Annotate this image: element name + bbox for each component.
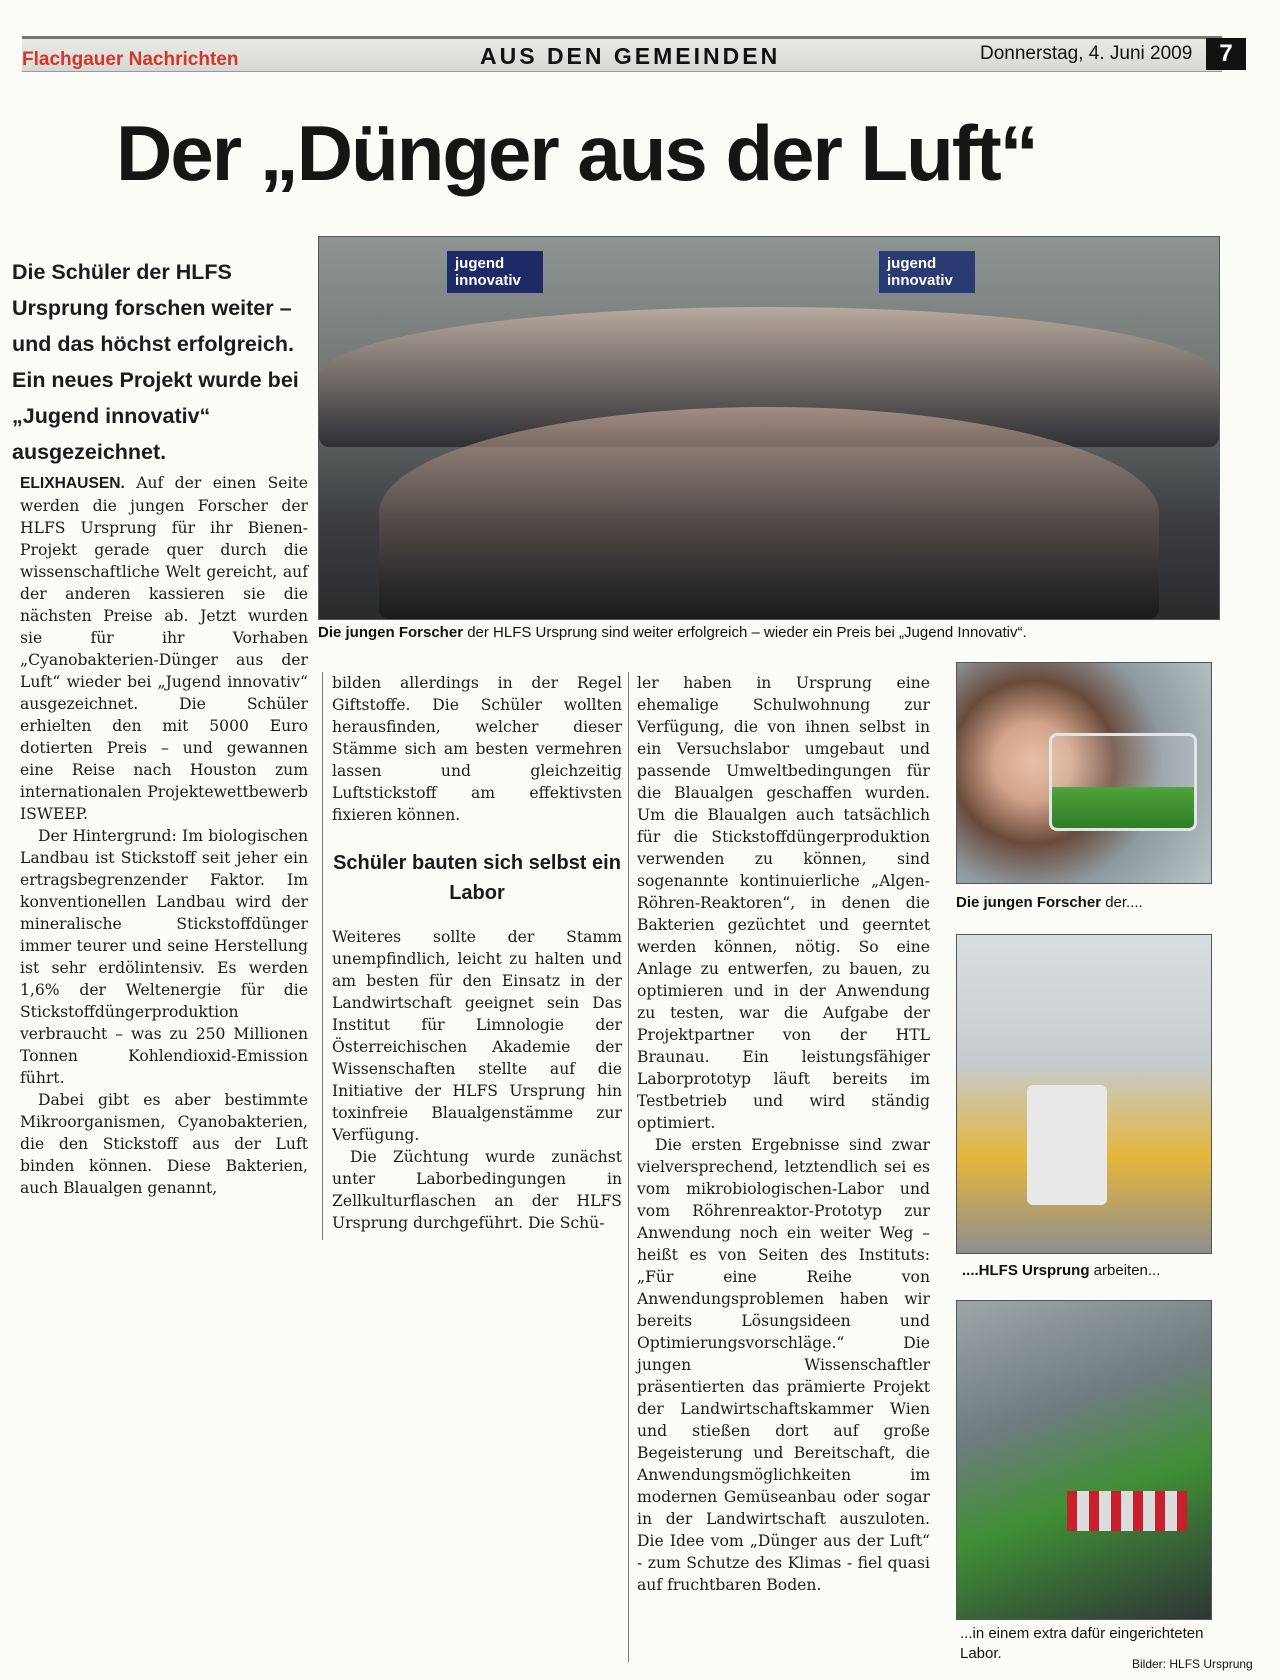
page-number: 7 (1206, 38, 1246, 70)
jugend-innovativ-banner-right: jugend innovativ (879, 251, 975, 293)
article-paragraph: Die ersten Ergebnisse sind zwar vielversprechend, letztendlich sei es vom mikrobiologischen-Labor und vom Röhrenreaktor-Prototyp zur Anwendung noch ein weiter Weg – heißt es von Seiten des Instituts: „Für eine Reihe von Anwendungsproblemen haben wir bereits Lösungsideen und Optimierungsvorschläge.“ Die jungen Wissenschaftler präsentierten das prämierte Projekt der Landwirtschaftskammer Wien und stießen dort auf große Begeisterung und Bereitschaft, die Anwendungsmöglichkeiten im modernen Gemüseanbau oder sogar in der Landwirtschaft auszuloten. Die Idee vom „Dünger aus der Luft“ - zum Schutze des Klimas - fiel quasi auf fruchtbaren Boden. (637, 1136, 930, 1594)
article-paragraph: Der Hintergrund: Im biologischen Landbau ist Stickstoff seit jeher ein ertragsbegrenzender Faktor. Im konventionellen Landbau wird der mineralische Stickstoffdünger immer teurer und seine Herstellung ist sehr erdölintensiv. Es werden 1,6% der Weltenergie für die Stickstoffdüngerproduktion verbraucht – was zu 250 Millionen Tonnen Kohlendioxid-Emission führt. (20, 827, 308, 1087)
article-column-3 (637, 672, 930, 1596)
people-front-row (379, 407, 1159, 619)
column-rule (628, 672, 629, 1662)
masthead (22, 36, 1233, 72)
article-paragraph: bilden allerdings in der Regel Giftstoffe. Die Schüler wollten herausfinden, welcher dieser Stämme sich am besten vermehren lassen und gleichzeitig Luftstickstoff am effektivsten fixieren können. (332, 674, 622, 824)
section-title: AUS DEN GEMEINDEN (480, 43, 781, 69)
microscope (1027, 1085, 1107, 1205)
main-photo-caption: Die jungen Forscher der HLFS Ursprung sind weiter erfolgreich – wieder ein Preis bei „Jugend Innovativ“. (318, 624, 1027, 641)
article-paragraph: ELIXHAUSEN. Auf der einen Seite werden die jungen Forscher der HLFS Ursprung für ihr Bienen-Projekt gerade quer durch die wissenschaftliche Welt gereicht, auf der anderen kassieren sie die nächsten Preise ab. Jetzt wurden sie für ihr Vorhaben „Cyanobakterien-Dünger aus der Luft“ wieder bei „Jugend innovativ“ ausgezeichnet. Die Schüler erhielten den mit 5000 Euro dotierten Preis – und gewannen eine Reise nach Houston zum internationalen Projektewettbewerb ISWEEP. (20, 474, 308, 823)
article-column-1 (20, 472, 308, 1199)
side-photo-3-caption: ...in einem extra dafür eingerichteten Labor. (960, 1625, 1204, 1662)
article-deck: Die Schüler der HLFS Ursprung forschen weiter – und das höchst erfolgreich. Ein neues Projekt wurde bei „Jugend innovativ“ ausgezeichnet. (12, 260, 299, 464)
culture-flask (1049, 733, 1197, 831)
article-subheading: Schüler bauten sich selbst ein Labor (333, 852, 621, 904)
jugend-innovativ-banner: jugend innovativ (447, 251, 543, 293)
photo-credit: Bilder: HLFS Ursprung (1132, 1657, 1253, 1671)
side-photo-2-caption: ....HLFS Ursprung arbeiten... (962, 1262, 1161, 1279)
article-column-2 (332, 672, 622, 1234)
microscope-photo (956, 934, 1212, 1254)
group-photo (318, 236, 1220, 620)
article-paragraph: Dabei gibt es aber bestimmte Mikroorganismen, Cyanobakterien, die den Stickstoff aus der Luft binden können. Diese Bakterien, auch Blaualgen genannt, (20, 1091, 308, 1197)
article-paragraph: Die Züchtung wurde zunächst unter Laborbedingungen in Zellkulturflaschen an der HLFS Ursprung durchgeführt. Die Schü- (332, 1148, 622, 1232)
dateline: ELIXHAUSEN. (20, 475, 125, 492)
article-paragraph: Weiteres sollte der Stamm unempfindlich, leicht zu halten und am besten für den Einsatz in der Landwirtschaft geeignet sein Das Institut für Limnologie der Österreichischen Akademie der Wissenschaften stellte auf die Initiative der HLFS Ursprung hin toxinfreie Blaualgenstämme zur Verfügung. (332, 928, 622, 1144)
newspaper-name: Flachgauer Nachrichten (22, 49, 239, 70)
article-paragraph: ler haben in Ursprung eine ehemalige Schulwohnung zur Verfügung, die von ihnen selbst in ein Versuchslabor umgebaut und passende Umweltbedingungen für die Blaualgen geschaffen wurden. Um die Blaualgen auch tatsächlich für die Stickstoffdüngerproduktion verwenden zu können, sind sogenannte kontinuierliche „Algen-Röhren-Reaktoren“, in denen die Bakterien gezüchtet und geerntet werden können, nötig. So eine Anlage zu entwerfen, zu bauen, zu optimieren und in der Anwendung zu testen, war die Aufgabe der Projektpartner von der HTL Braunau. Ein leistungsfähiger Laborprototyp läuft bereits im Testbetrieb und wird ständig optimiert. (637, 674, 930, 1132)
lab-reactor-photo (956, 1300, 1212, 1620)
issue-date: Donnerstag, 4. Juni 2009 (980, 43, 1193, 64)
flask-photo (956, 662, 1212, 884)
column-rule (322, 672, 323, 1240)
reactor-tubes (1067, 1491, 1187, 1531)
side-photo-1-caption: Die jungen Forscher der.... (956, 894, 1143, 911)
article-headline: Der „Dünger aus der Luft“ (116, 109, 1037, 197)
